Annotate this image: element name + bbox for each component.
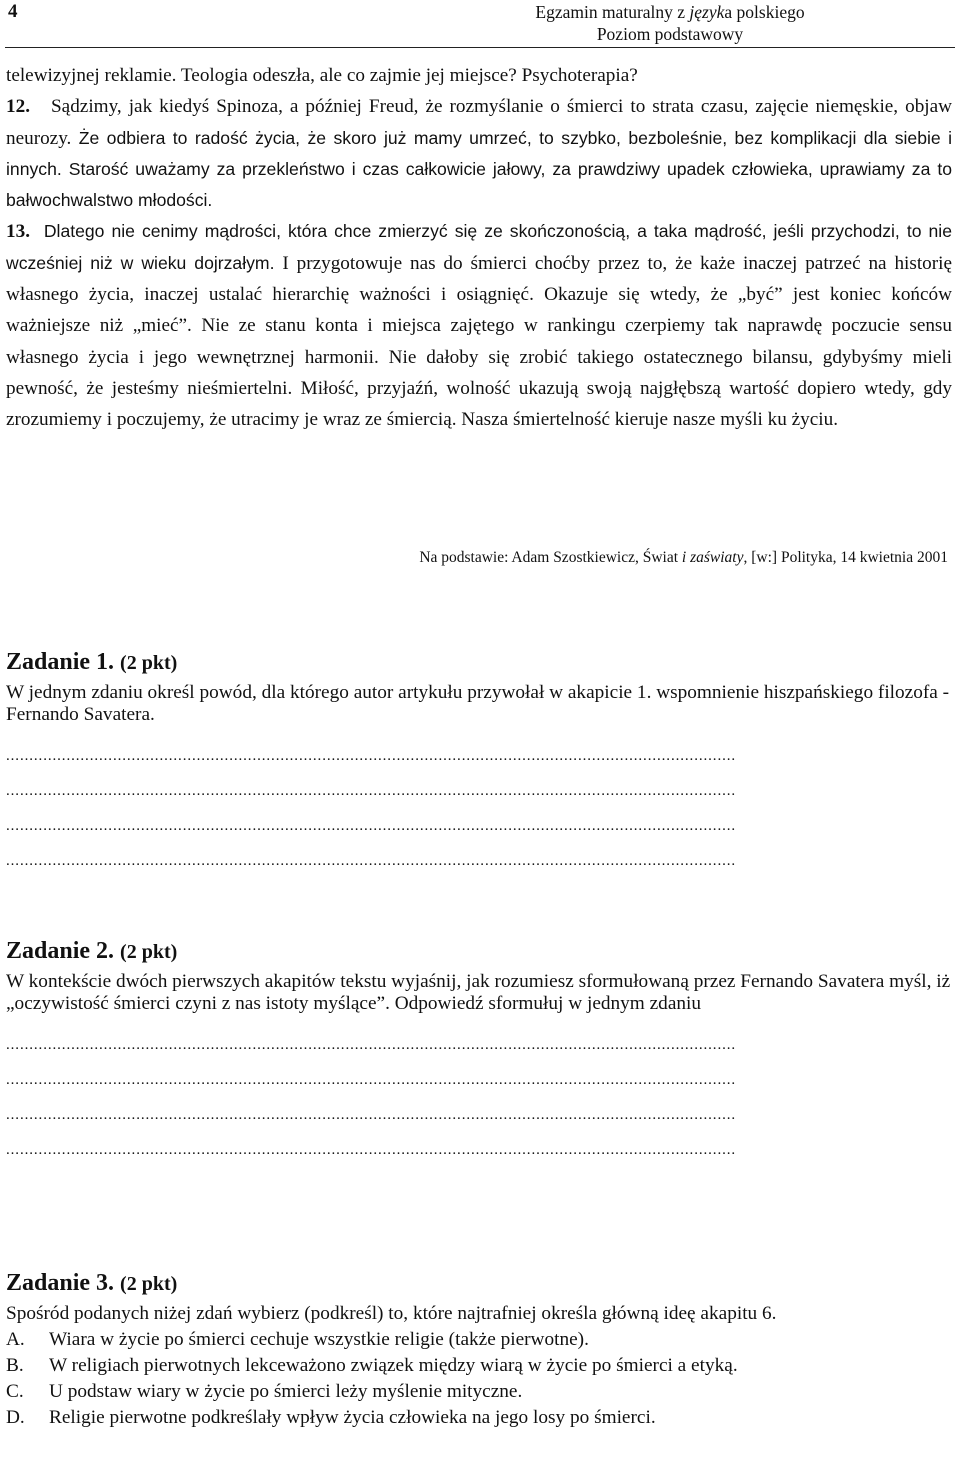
paragraph-12	[6, 91, 952, 216]
option-c[interactable]	[6, 1379, 952, 1405]
option-letter: C.	[6, 1381, 24, 1403]
option-text: U podstaw wiary w życie po śmierci leży myślenie mityczne.	[49, 1381, 523, 1403]
answer-line[interactable]: .............................................................................................................................................................	[6, 818, 737, 835]
source-prefix: Na podstawie: Adam Szostkiewicz,	[419, 549, 643, 566]
option-b[interactable]	[6, 1353, 952, 1379]
answer-line[interactable]: .............................................................................................................................................................	[6, 1072, 737, 1089]
task-instruction: W jednym zdaniu określ powód, dla którego autor artykułu przywołał w akapicie 1. wspomnienie hiszpańskiego filozofa - Fernando Savatera.	[6, 682, 950, 725]
task-3	[6, 1268, 952, 1432]
task-2	[6, 936, 952, 1168]
paragraph-text: Sądzimy, jak kiedyś Spinoza, a później Freud, że rozmyślanie o śmierci to strata czasu, zajęcie niemęskie, objaw neurozy.	[6, 96, 952, 149]
answer-line[interactable]: .............................................................................................................................................................	[6, 748, 737, 765]
article-line-first: telewizyjnej reklamie. Teologia odeszła, ale co zajmie jej miejsce? Psychoterapia?	[6, 65, 638, 86]
answer-line[interactable]: .............................................................................................................................................................	[6, 853, 737, 870]
option-letter: B.	[6, 1354, 24, 1376]
task-1	[6, 647, 952, 879]
article-text	[6, 60, 952, 436]
answer-line[interactable]: .............................................................................................................................................................	[6, 783, 737, 800]
paragraph-number: 13.	[6, 221, 30, 243]
task-instruction: W kontekście dwóch pierwszych akapitów tekstu wyjaśnij, jak rozumiesz sformułowaną przez Fernando Savatera myśl, iż „oczywistość śmierci czyni z nas istoty myślące”. Odpowiedź sformułuj w jednym zdaniu	[6, 971, 951, 1014]
source-title: Świat	[642, 549, 679, 566]
source-citation	[248, 549, 948, 567]
answer-line[interactable]: .............................................................................................................................................................	[6, 1107, 737, 1124]
option-text: W religiach pierwotnych lekceważono związek między wiarą w życie po śmierci a etyką.	[49, 1354, 738, 1376]
option-letter: A.	[6, 1328, 25, 1350]
task-heading	[6, 936, 952, 967]
task-points: (2 pkt)	[120, 1273, 178, 1295]
paragraph-text: Że odbiera to radość życia, że skoro już mamy umrzeć, to szybko, bezboleśnie, bez komplikacji dla siebie i innych. Starość uważamy za przekleństwo i czas całkowicie jałowy, za prawdziwy upadek człowieka, uprawiamy za to bałwochwalstwo młodości.	[6, 127, 953, 211]
header-rule	[5, 47, 955, 48]
exam-subtitle: Poziom podstawowy	[596, 24, 744, 44]
task-title: Zadanie 1.	[6, 649, 115, 675]
answer-line[interactable]: .............................................................................................................................................................	[6, 1142, 737, 1159]
exam-title-prefix: Egzamin maturalny z	[535, 2, 690, 22]
answer-line[interactable]: .............................................................................................................................................................	[6, 1037, 737, 1054]
task-instruction: Spośród podanych niżej zdań wybierz (podkreśl) to, które najtrafniej określa główną ideę akapitu 6.	[6, 1303, 777, 1324]
paragraph-text: I przygotowuje nas do śmierci choćby przez to, że każe inaczej patrzeć na historię własnego życia, inaczej ustalać hierarchię ważności i osiągnięć. Okazuje się wtedy, że „być” jest koniec końców ważniejsze niż „mieć”. Nie ze stanu konta i miejsca zajętego w rankingu czerpiemy tak naprawdę poczucie sensu własnego życia i jego wewnętrznej harmonii. Nie dałoby się zrobić takiego ostatecznego bilansu, gdybyśmy mieli pewność, że jesteśmy nieśmiertelni. Miłość, przyjaźń, wolność ukazują swoją najgłębszą wartość dopiero wtedy, gdy zrozumiemy i poczujemy, że utracimy je wraz ze śmiercią. Nasza śmiertelność kieruje nasze myśli ku życiu.	[6, 252, 952, 431]
task-title: Zadanie 2.	[6, 938, 115, 964]
task-heading	[6, 1268, 952, 1299]
paragraph-number: 12.	[6, 96, 30, 118]
source-title-italic: i zaświaty	[678, 549, 744, 566]
exam-title	[440, 1, 900, 45]
page-header	[0, 0, 960, 46]
paragraph-13	[6, 216, 952, 435]
option-text: Wiara w życie po śmierci cechuje wszystkie religie (także pierwotne).	[49, 1328, 589, 1350]
task-points: (2 pkt)	[120, 652, 178, 674]
page-number: 4	[8, 1, 18, 22]
option-d[interactable]	[6, 1405, 952, 1431]
exam-title-italic: język	[689, 2, 725, 22]
exam-title-suffix: a polskiego	[724, 2, 805, 22]
option-letter: D.	[6, 1407, 25, 1429]
source-suffix: , [w:] Polityka, 14 kwietnia 2001	[743, 549, 948, 566]
task-title: Zadanie 3.	[6, 1270, 115, 1296]
option-a[interactable]	[6, 1327, 952, 1353]
paragraph-text: Dlatego nie cenimy mądrości, która chce zmierzyć się ze skończonością, a taka mądrość, jeśli przychodzi, to nie wcześniej niż w wieku dojrzałym.	[6, 221, 952, 273]
task-points: (2 pkt)	[120, 941, 178, 963]
task-heading	[6, 647, 952, 678]
option-text: Religie pierwotne podkreślały wpływ życia człowieka na jego losy po śmierci.	[49, 1407, 656, 1429]
